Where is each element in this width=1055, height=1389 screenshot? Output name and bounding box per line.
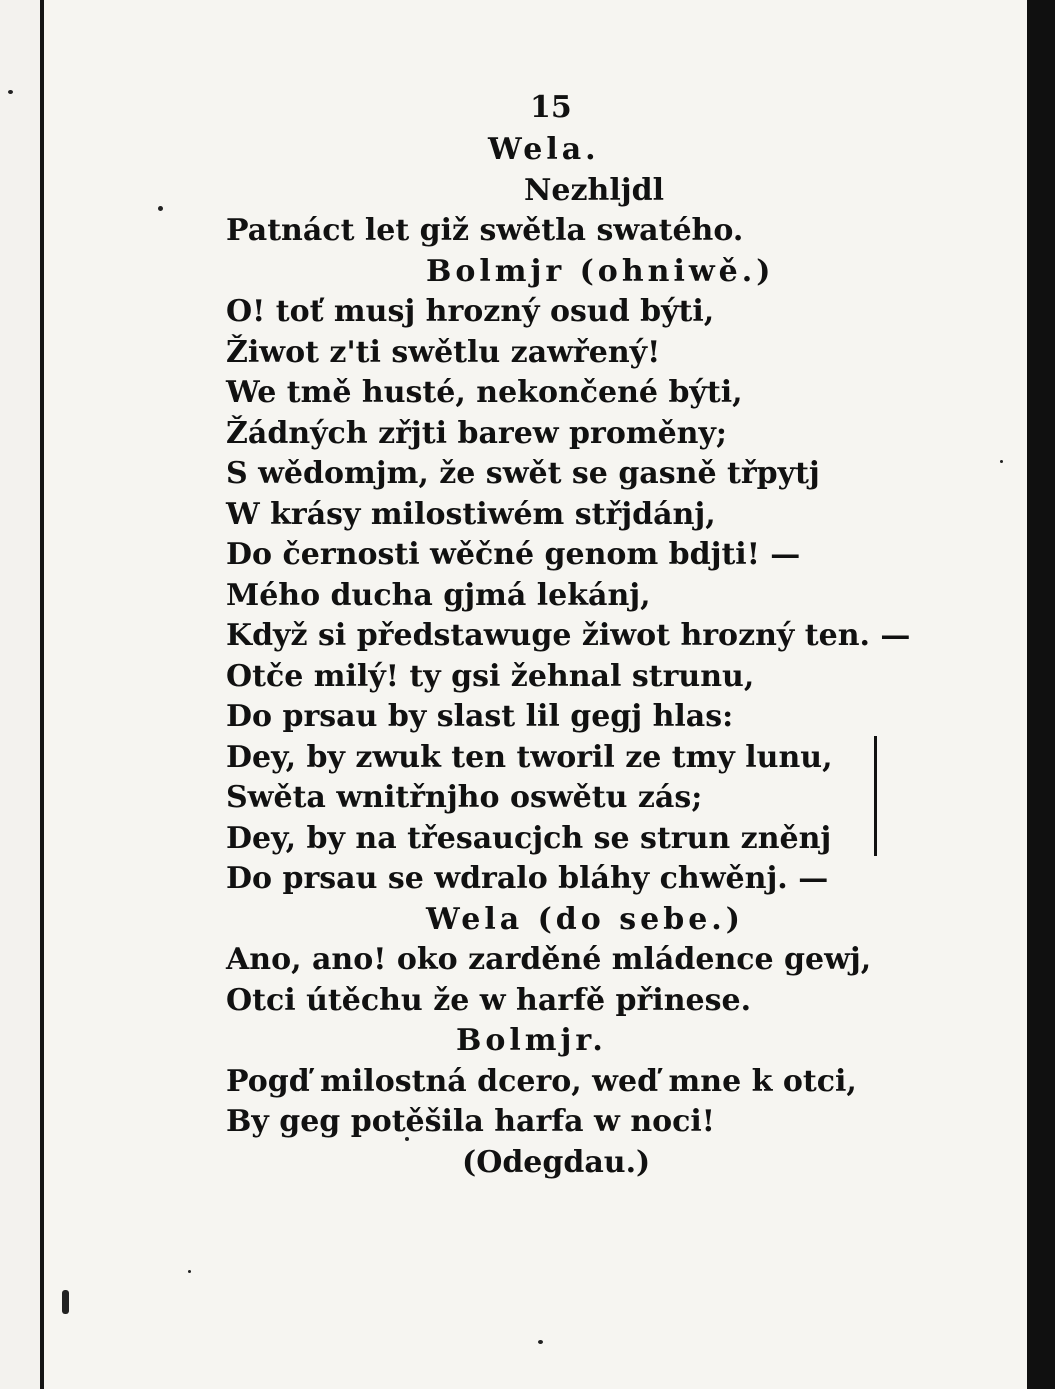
right-dark-edge: [1027, 0, 1055, 1389]
verse-line: Do prsau by slast lil gegj hlas:: [226, 699, 734, 734]
verse-line: Žádných zřjti barew proměny;: [226, 415, 727, 451]
scan-speck: [538, 1340, 543, 1344]
verse-line: Když si předstawuge žiwot hrozný ten. —: [226, 618, 911, 653]
verse-line: Do černosti wěčné genom bdjti! —: [226, 537, 801, 572]
verse-line: By geg potěšila harfa w noci!: [226, 1104, 715, 1139]
verse-line: We tmě husté, nekončené býti,: [226, 375, 743, 410]
speaker-name: Wela.: [488, 132, 600, 167]
margin-bracket: [874, 736, 877, 856]
text-block: [226, 130, 911, 1183]
verse-line: Otče milý! ty gsi žehnal strunu,: [226, 658, 755, 694]
verse-line: Pogď milostná dcero, weď mne k otci,: [226, 1063, 857, 1099]
verse-line: Dey, by na třesaucjch se strun zněnj: [226, 820, 832, 856]
speaker-name: Wela (do sebe.): [426, 901, 744, 937]
verse-line: Swěta wnitřnjho oswětu zás;: [226, 780, 703, 815]
verse-line: Patnáct let giž swětla swatého.: [226, 213, 744, 248]
scan-speck: [188, 1270, 191, 1273]
speaker-name: Bolmjr.: [456, 1023, 607, 1058]
verse-line: Ano, ano! oko zarděné mládence gewj,: [226, 942, 872, 977]
scan-speck: [1000, 460, 1003, 463]
verse-line: W krásy milostiwém střjdánj,: [226, 496, 716, 532]
verse-line: Žiwot z'ti swětlu zawřený!: [226, 334, 661, 370]
verse-line: Dey, by zwuk ten tworil ze tmy lunu,: [226, 739, 833, 775]
verse-line: Do prsau se wdralo bláhy chwěnj. —: [226, 861, 829, 896]
verse-line: S wědomjm, že swět se gasně třpytj: [226, 456, 820, 491]
stage-direction: (Odegdau.): [462, 1144, 651, 1180]
page-number: 15: [530, 90, 572, 125]
left-page-edge: [0, 0, 40, 1389]
verse-line: Otci útěchu že w harfě přinese.: [226, 982, 752, 1018]
speaker-name: Bolmjr (ohniwě.): [426, 253, 775, 289]
scan-speck: [8, 90, 13, 94]
stage-direction: Nezhljdl: [524, 172, 664, 208]
scan-speck: [158, 206, 163, 211]
scan-speck: [62, 1290, 69, 1314]
verse-line: Mého ducha gjmá lekánj,: [226, 577, 651, 613]
verse-line: O! toť musj hrozný osud býti,: [226, 294, 715, 329]
